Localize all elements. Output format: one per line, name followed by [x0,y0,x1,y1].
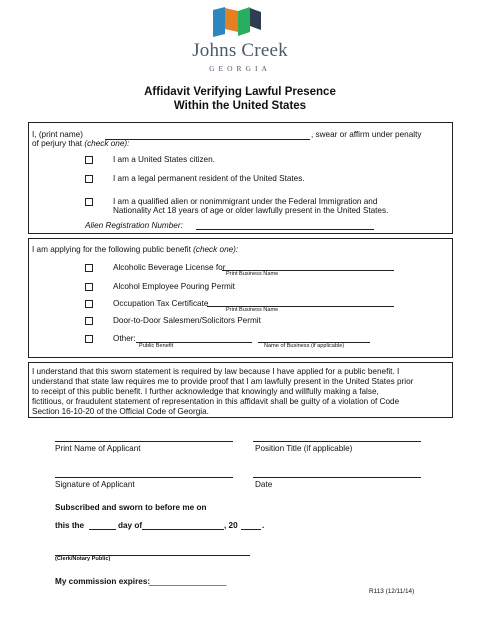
form-code: R113 (12/11/14) [369,588,415,595]
date-label: Date [255,480,273,489]
checkbox-alcohol-employee[interactable] [85,283,93,291]
checkbox-alcoholic-beverage[interactable] [85,264,93,272]
intro-line2 [32,139,129,149]
print-name-signature-field[interactable] [55,441,233,442]
benefit-intro-a: I am applying for the following public benefit [32,245,194,254]
this-the-label: this the [55,521,85,530]
intro-suffix: , swear or affirm under penalty [311,130,422,139]
position-title-label: Position Title (if applicable) [255,444,353,453]
item-occupation-tax: Occupation Tax Certificate [113,299,209,308]
item-alcohol-employee: Alcohol Employee Pouring Permit [113,282,235,291]
item-other: Other: [113,334,136,343]
johns-creek-logo-flags [210,6,264,38]
checkbox-other[interactable] [85,335,93,343]
print-name-field[interactable] [105,139,310,140]
option-qualified-alien-1: I am a qualified alien or nonimmigrant under the Federal Immigration and [113,197,378,206]
ack-line-2: understand that state law requires me to provide proof that I am lawfully present in the United States prior [32,377,414,386]
checkbox-door-to-door[interactable] [85,317,93,325]
year-prefix: , 20 [224,521,238,530]
option-permanent-resident: I am a legal permanent resident of the United States. [113,174,305,183]
alien-registration-field[interactable] [196,229,374,230]
position-title-field[interactable] [253,441,421,442]
checkbox-qualified-alien[interactable] [85,198,93,206]
ack-line-5: Section 16-10-20 of the Official Code of Georgia. [32,407,209,416]
print-business-name-label-2: Print Business Name [226,307,279,313]
print-business-name-label-1: Print Business Name [226,271,279,277]
page-title-line2: Within the United States [173,100,307,112]
signature-label: Signature of Applicant [55,480,135,489]
year-period: . [262,521,265,530]
public-benefit-label: Public Benefit [139,343,174,349]
day-field[interactable] [89,529,116,530]
checkbox-citizen[interactable] [85,156,93,164]
name-of-business-label: Name of Business (if applicable) [264,343,345,349]
commission-expires-label: My commission expires: [55,577,151,586]
benefit-intro-b: (check one): [193,245,239,254]
logo-name: Johns Creek [192,40,288,61]
print-name-label: Print Name of Applicant [55,444,141,453]
ack-line-1: I understand that this sworn statement is required by law because I have applied for a public benefit. I [32,367,400,376]
month-field[interactable] [142,529,224,530]
benefit-intro [32,245,238,255]
checkbox-occupation-tax[interactable] [85,300,93,308]
subscribed-text: Subscribed and sworn to before me on [55,503,207,512]
ack-line-3: to receipt of this public benefit. I further acknowledge that knowingly and willfully making a false, [32,387,379,396]
year-field[interactable] [241,529,261,530]
option-citizen: I am a United States citizen. [113,155,215,164]
item-door-to-door: Door-to-Door Salesmen/Solicitors Permit [113,316,261,325]
page-title-line1: Affidavit Verifying Lawful Presence [144,86,336,98]
item-alcoholic-beverage: Alcoholic Beverage License for [113,263,226,272]
option-qualified-alien-2: Nationality Act 18 years of age or older lawfully present in the United States. [113,206,389,215]
applicant-signature-field[interactable] [55,477,233,478]
intro-prefix: I, (print name) [32,130,83,139]
intro-line2-a: of perjury that [32,139,85,148]
intro-line2-b: (check one): [84,139,130,148]
commission-expires-field[interactable]: _________________ [149,577,227,586]
clerk-notary-label: (Clerk/Notary Public) [55,556,111,562]
ack-line-4: fictitious, or fraudulent statement of representation in this affidavit shall be guilty of a violation of Code [32,397,400,406]
day-of-label: day of [118,521,143,530]
checkbox-permanent-resident[interactable] [85,175,93,183]
logo-subtitle: GEORGIA [209,64,271,73]
alien-registration-label: Alien Registration Number: [85,221,183,230]
date-field[interactable] [253,477,421,478]
